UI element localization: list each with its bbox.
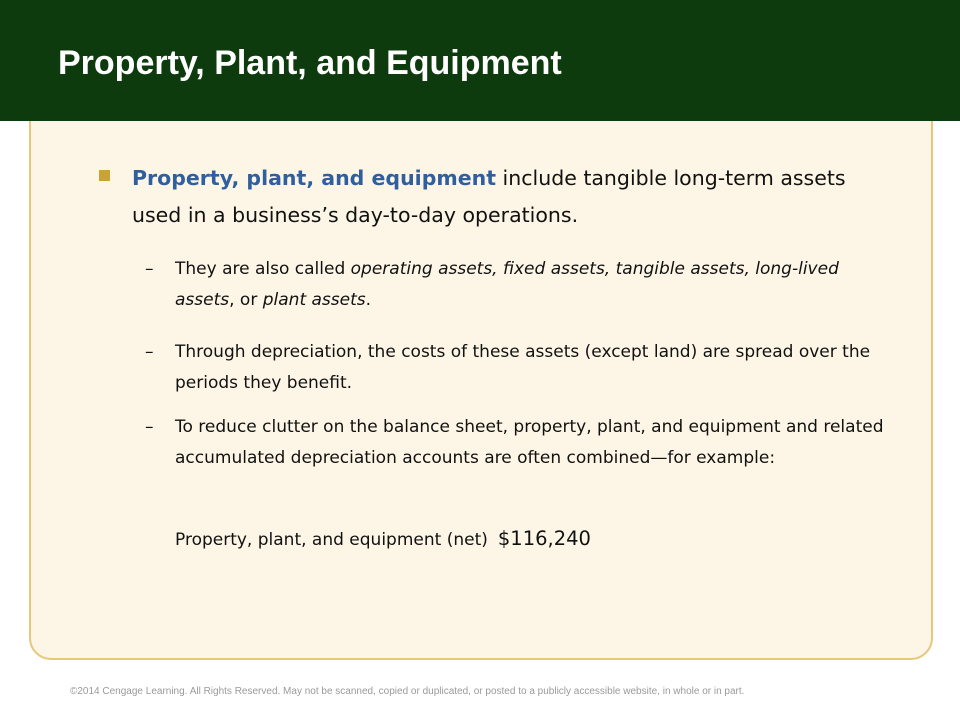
sub-bullet-text: . [365,290,372,310]
sub-bullet-dash: – [145,259,154,279]
title-bar [0,0,960,121]
copyright-footer: ©2014 Cengage Learning. All Rights Reserved. May not be scanned, copied or duplicated, or posted to a publicly accessible website, in whole or in part. [70,686,745,697]
sub-bullet-balance-sheet: To reduce clutter on the balance sheet, property, plant, and equipment and related accumulated depreciation accounts are often combined—for example: [175,417,884,468]
key-term: Property, plant, and equipment [132,166,497,190]
slide-title: Property, Plant, and Equipment [58,44,562,82]
bullet-square-icon [99,170,110,181]
main-bullet-text: include tangible long-term assets used in a business’s day-to-day operations. [132,166,846,227]
sub-bullet-aliases [175,254,885,316]
alias-term-plant-assets: plant assets [262,290,366,310]
main-bullet [132,160,852,234]
sub-bullet-text: , or [229,290,263,310]
alias-terms: operating assets, fixed assets, tangible assets, long-lived assets [175,259,839,310]
example-value: $116,240 [497,527,591,550]
example-label: Property, plant, and equipment (net) [175,530,488,550]
example-line [175,523,591,556]
sub-bullet-dash: – [145,342,154,362]
sub-bullet-dash: – [145,417,154,437]
sub-bullet-depreciation: Through depreciation, the costs of these assets (except land) are spread over the periods they benefit. [175,342,871,393]
sub-bullet-text: They are also called [175,259,351,279]
